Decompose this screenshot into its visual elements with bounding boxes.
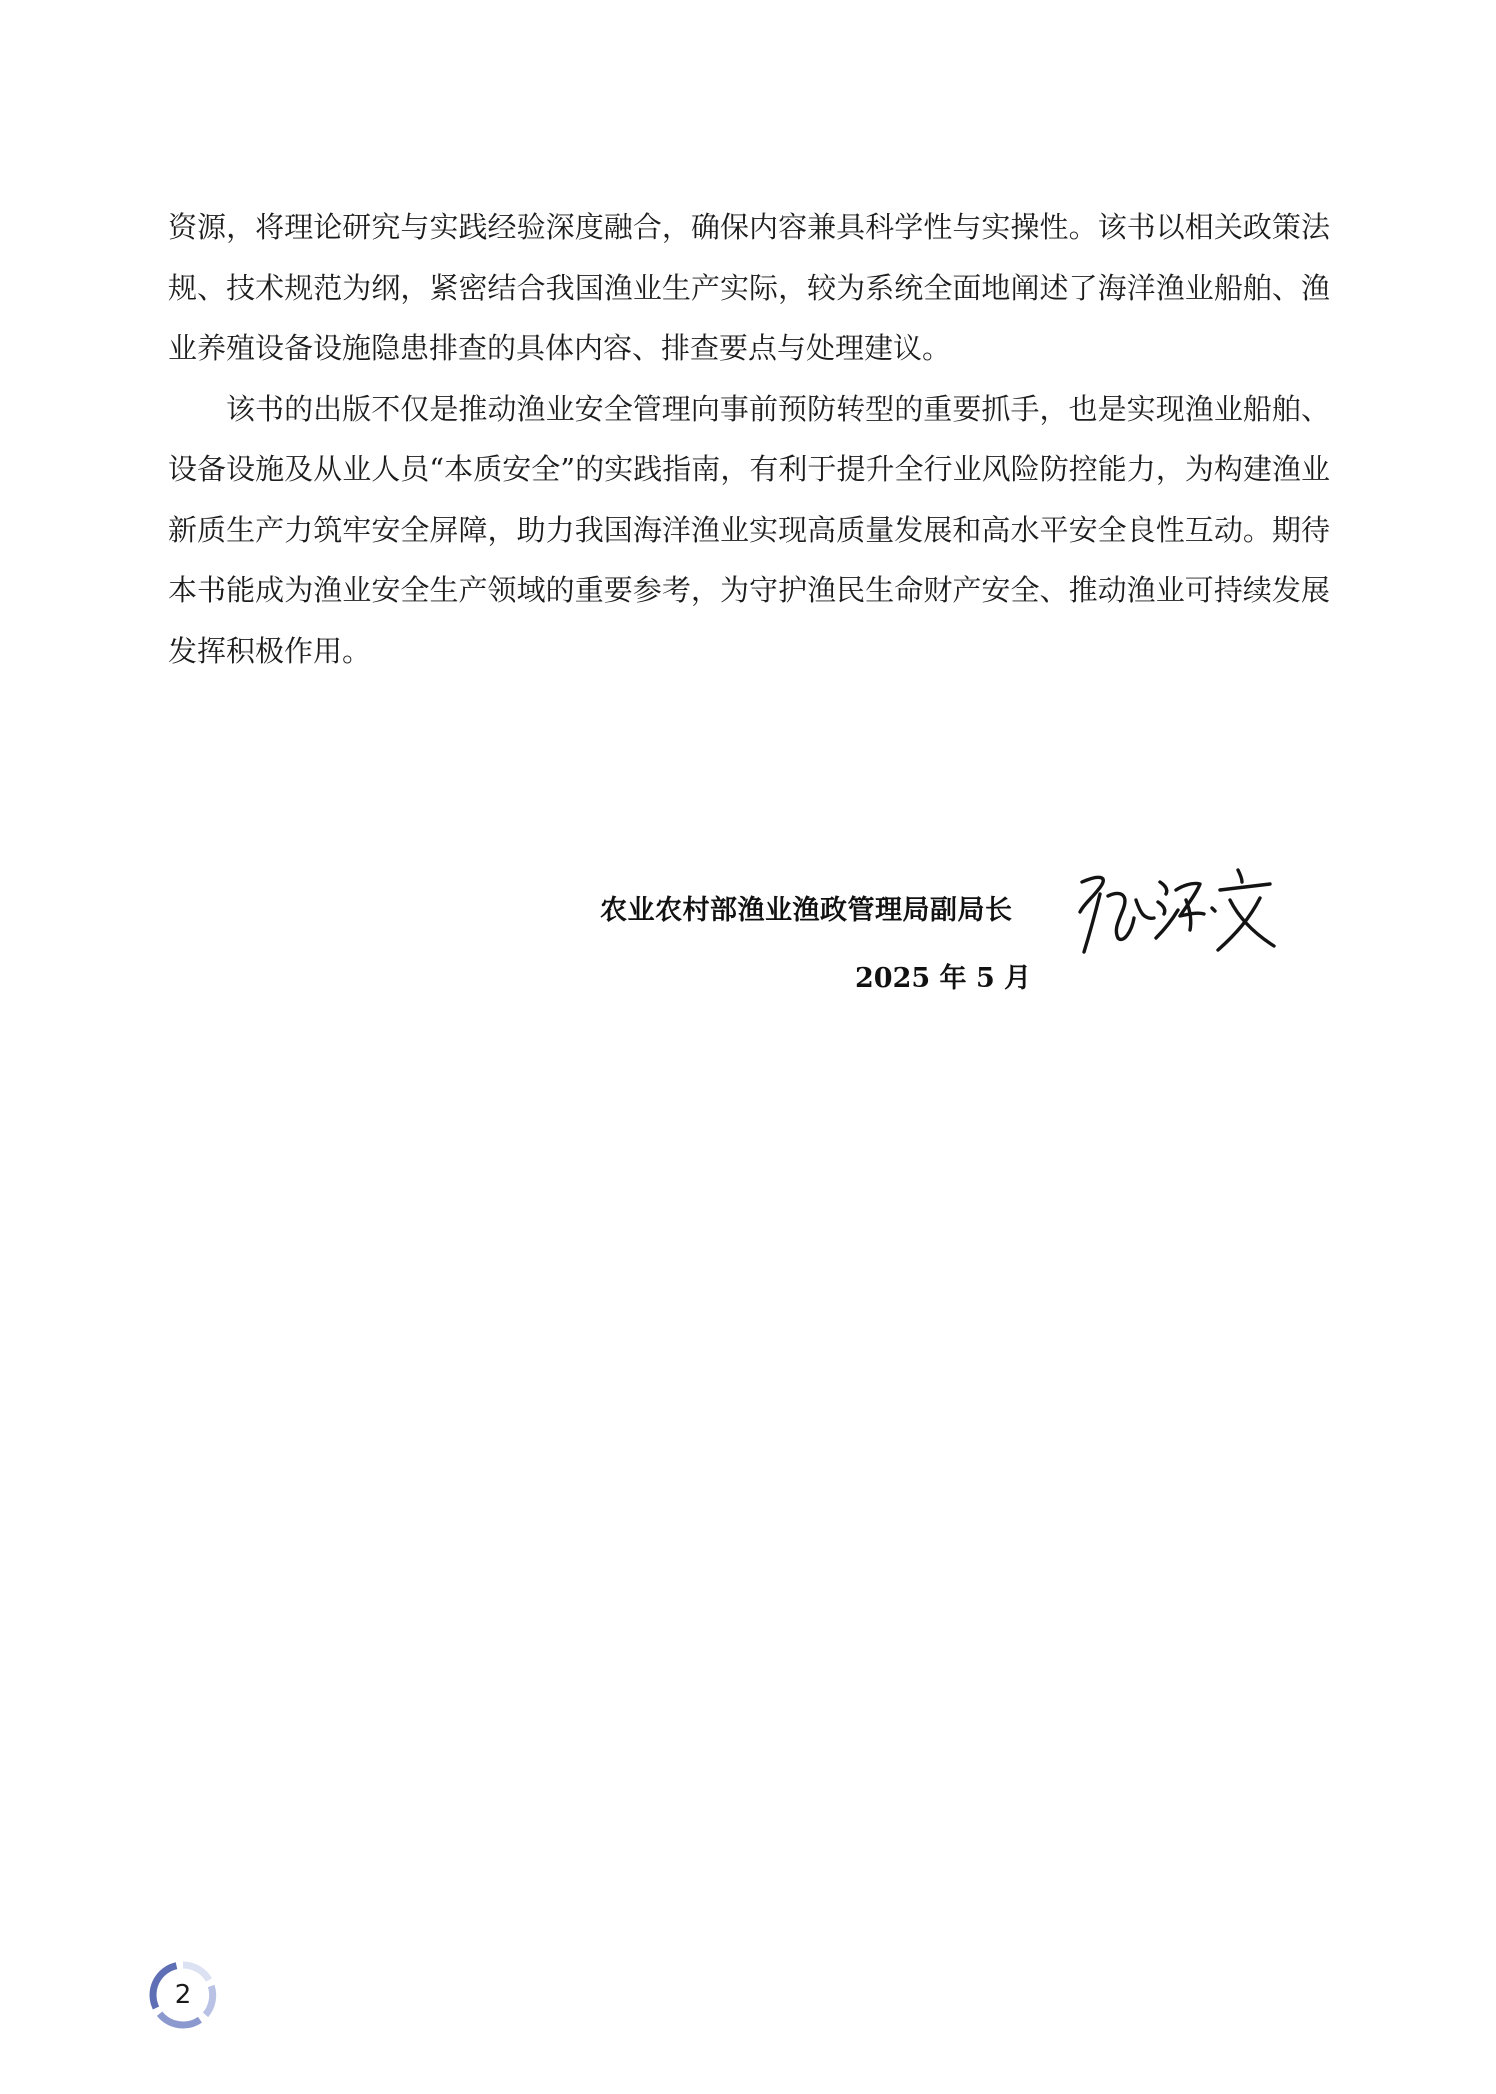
paragraph-1: 资源，将理论研究与实践经验深度融合，确保内容兼具科学性与实操性。该书以相关政策法规、技术规范为纲，紧密结合我国渔业生产实际，较为系统全面地阐述了海洋渔业船舶、渔业养殖设备设施隐患排查的具体内容、排查要点与处理建议。 bbox=[168, 210, 1330, 365]
signature-date: 2025 年 5 月 bbox=[855, 963, 1032, 994]
signature-block bbox=[600, 860, 1300, 1020]
page-number-badge bbox=[146, 1958, 220, 2032]
handwritten-signature bbox=[1070, 860, 1280, 960]
paragraph-2: 该书的出版不仅是推动渔业安全管理向事前预防转型的重要抓手，也是实现渔业船舶、设备设施及从业人员“本质安全”的实践指南，有利于提升全行业风险防控能力，为构建渔业新质生产力筑牢安全屏障，助力我国海洋渔业实现高质量发展和高水平安全良性互动。期待本书能成为渔业安全生产领域的重要参考，为守护渔民生命财产安全、推动渔业可持续发展发挥积极作用。 bbox=[168, 391, 1330, 668]
signer-title: 农业农村部渔业渔政管理局副局长 bbox=[600, 895, 1013, 926]
body-text bbox=[168, 197, 1330, 681]
page-number: 2 bbox=[174, 1980, 192, 2010]
